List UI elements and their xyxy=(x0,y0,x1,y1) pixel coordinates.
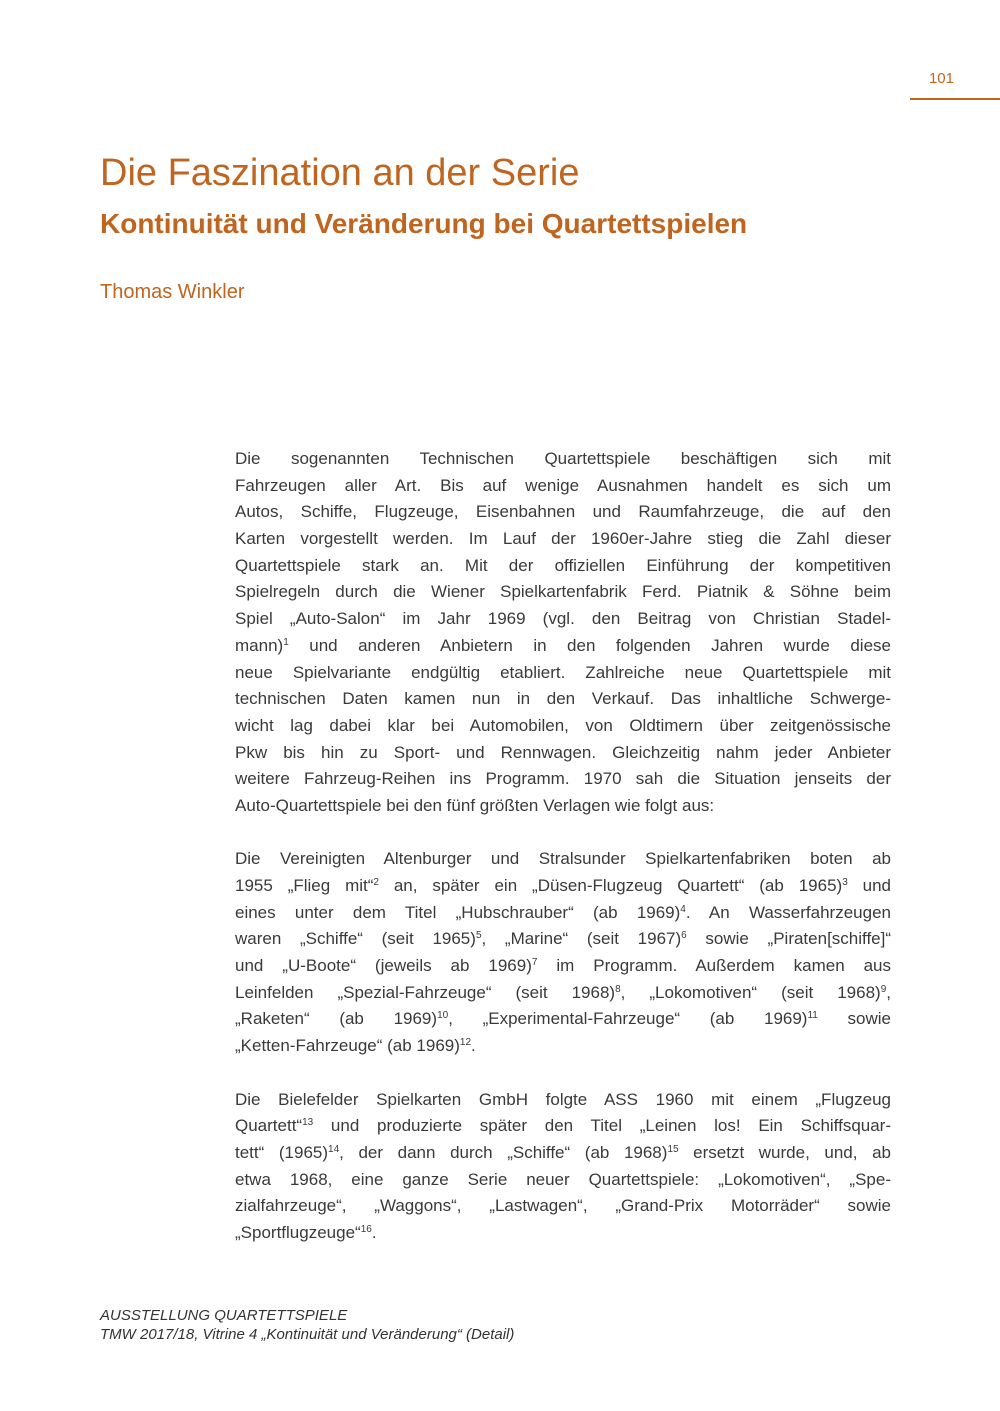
footnote-ref: 8 xyxy=(615,983,621,995)
text-segment: Die Bielefelder Spielkarten GmbH folgte ASS 1960 mit einem „Flugzeug xyxy=(235,1089,891,1109)
text-segment: Fahrzeugen aller Art. Bis auf wenige Ausnahmen handelt es sich um xyxy=(235,475,891,495)
text-line xyxy=(235,633,891,660)
text-segment: Leinfelden „Spezial-Fahrzeuge“ (seit 1968) xyxy=(235,982,616,1002)
article-subtitle: Kontinuität und Veränderung bei Quartettspielen xyxy=(100,208,748,239)
text-segment: waren „Schiffe“ (seit 1965) xyxy=(235,929,476,949)
text-segment: ersetzt wurde, und, ab xyxy=(678,1142,891,1162)
text-segment: und xyxy=(847,876,891,895)
text-segment: 1955 „Flieg mit“ xyxy=(235,876,374,895)
text-line xyxy=(235,713,891,740)
text-segment: Die Vereinigten Altenburger und Stralsunder Spielkartenfabriken boten ab xyxy=(235,849,891,869)
text-segment: mann) xyxy=(235,635,284,655)
text-line xyxy=(235,1140,891,1167)
text-line xyxy=(235,526,891,553)
text-segment: sowie xyxy=(817,1009,892,1029)
text-segment: „Sportflugzeuge“ xyxy=(235,1222,361,1242)
text-segment: „Ketten-Fahrzeuge“ (ab 1969) xyxy=(235,1036,460,1056)
text-line xyxy=(235,686,891,713)
text-segment: weitere Fahrzeug-Reihen ins Programm. 1970 sah die Situation jenseits der xyxy=(235,769,891,789)
text-line xyxy=(235,606,891,633)
text-line xyxy=(235,1033,891,1060)
text-segment: und produzierte später den Titel „Leinen los! Ein Schiffsquar- xyxy=(313,1116,891,1136)
text-segment: , „Marine“ (seit 1967) xyxy=(481,929,682,949)
text-line xyxy=(235,1193,891,1220)
text-segment: , „Experimental-Fahrzeuge“ (ab 1969) xyxy=(448,1009,808,1029)
text-line xyxy=(235,660,891,687)
text-segment: neue Spielvariante endgültig etabliert. Zahlreiche neue Quartettspiele mit xyxy=(235,662,891,682)
footnote-ref: 11 xyxy=(807,1010,818,1022)
paragraph xyxy=(235,846,891,1060)
text-segment: , „Lokomotiven“ (seit 1968) xyxy=(620,982,881,1002)
text-line xyxy=(235,446,891,473)
text-line xyxy=(235,499,891,526)
text-line xyxy=(235,1006,891,1033)
footnote-ref: 16 xyxy=(360,1223,372,1235)
footnote-ref: 4 xyxy=(680,903,686,915)
footnote-ref: 3 xyxy=(842,877,848,888)
text-segment: Karten vorgestellt werden. Im Lauf der 1960er-Jahre stieg die Zahl dieser xyxy=(235,529,891,549)
text-line xyxy=(235,926,891,953)
text-line xyxy=(235,766,891,793)
text-segment: tett“ (1965) xyxy=(235,1142,329,1162)
text-segment: und anderen Anbietern in den folgenden Jahren wurde diese xyxy=(288,635,891,655)
text-segment: Quartett“ xyxy=(235,1116,303,1136)
text-line xyxy=(235,1087,891,1114)
footnote-ref: 1 xyxy=(283,636,289,648)
caption-line-1: AUSSTELLUNG QUARTETTSPIELE xyxy=(100,1307,348,1324)
footnote-ref: 15 xyxy=(667,1143,679,1155)
text-line xyxy=(235,1167,891,1194)
text-segment: technischen Daten kamen nun in den Verkauf. Das inhaltliche Schwerge- xyxy=(235,689,891,709)
text-segment: . xyxy=(371,1222,377,1242)
text-segment: etwa 1968, eine ganze Serie neuer Quartettspiele: „Lokomotiven“, „Spe- xyxy=(235,1169,891,1189)
text-segment: „Raketen“ (ab 1969) xyxy=(235,1009,438,1029)
text-line xyxy=(235,473,891,500)
footnote-ref: 9 xyxy=(880,983,887,995)
text-segment: Auto-Quartettspiele bei den fünf größten Verlagen wie folgt aus: xyxy=(235,795,715,815)
text-segment: Quartettspiele stark an. Mit der offiziellen Einführung der kompetitiven xyxy=(235,555,891,575)
page-number: 101 xyxy=(928,70,954,87)
text-line xyxy=(235,579,891,606)
text-line xyxy=(235,873,891,900)
footnote-ref: 2 xyxy=(373,877,379,888)
footnote-ref: 7 xyxy=(531,957,538,969)
footnote-ref: 5 xyxy=(475,930,482,942)
text-line xyxy=(235,1220,891,1247)
figure-caption xyxy=(100,1306,514,1344)
text-line xyxy=(235,846,891,873)
body-text xyxy=(235,446,891,1273)
text-segment: Die sogenannten Technischen Quartettspiele beschäftigen sich mit xyxy=(235,449,891,468)
paragraph xyxy=(235,446,891,820)
text-segment: sowie „Piraten[schiffe]“ xyxy=(686,929,891,949)
text-segment: eines unter dem Titel „Hubschrauber“ (ab 1969) xyxy=(235,902,681,922)
text-segment: . xyxy=(471,1036,476,1056)
text-segment: , xyxy=(886,982,891,1002)
footnote-ref: 13 xyxy=(302,1117,314,1129)
text-segment: im Programm. Außerdem kamen aus xyxy=(537,956,891,976)
footnote-ref: 10 xyxy=(437,1010,449,1022)
footnote-ref: 12 xyxy=(459,1037,472,1049)
text-line xyxy=(235,953,891,980)
article-title: Die Faszination an der Serie xyxy=(100,152,580,194)
text-segment: Spielregeln durch die Wiener Spielkartenfabrik Ferd. Piatnik & Söhne beim xyxy=(235,582,891,602)
caption-line-2: TMW 2017/18, Vitrine 4 „Kontinuität und Veränderung“ (Detail) xyxy=(100,1326,515,1343)
text-segment: Pkw bis hin zu Sport- und Rennwagen. Gleichzeitig nahm jeder Anbieter xyxy=(235,742,891,762)
footnote-ref: 6 xyxy=(681,930,687,942)
text-line xyxy=(235,740,891,767)
text-line xyxy=(235,900,891,927)
text-segment: Spiel „Auto-Salon“ im Jahr 1969 (vgl. den Beitrag von Christian Stadel- xyxy=(235,609,891,629)
author-name: Thomas Winkler xyxy=(100,281,245,303)
text-segment: an, später ein „Düsen-Flugzeug Quartett“ (ab 1965) xyxy=(378,876,843,895)
text-line xyxy=(235,793,891,820)
text-segment: Autos, Schiffe, Flugzeuge, Eisenbahnen und Raumfahrzeuge, die auf den xyxy=(235,502,891,522)
page-number-rule xyxy=(910,98,1000,100)
text-segment: wicht lag dabei klar bei Automobilen, von Oldtimern über zeitgenössische xyxy=(235,715,891,735)
text-line xyxy=(235,980,891,1007)
text-segment: , der dann durch „Schiffe“ (ab 1968) xyxy=(339,1142,668,1162)
paragraph xyxy=(235,1087,891,1247)
text-line xyxy=(235,1113,891,1140)
text-segment: zialfahrzeuge“, „Waggons“, „Lastwagen“, „Grand-Prix Motorräder“ sowie xyxy=(235,1196,891,1216)
text-line xyxy=(235,553,891,580)
text-segment: und „U-Boote“ (jeweils ab 1969) xyxy=(235,956,532,976)
footnote-ref: 14 xyxy=(328,1143,340,1155)
text-segment: . An Wasserfahrzeugen xyxy=(685,902,891,922)
